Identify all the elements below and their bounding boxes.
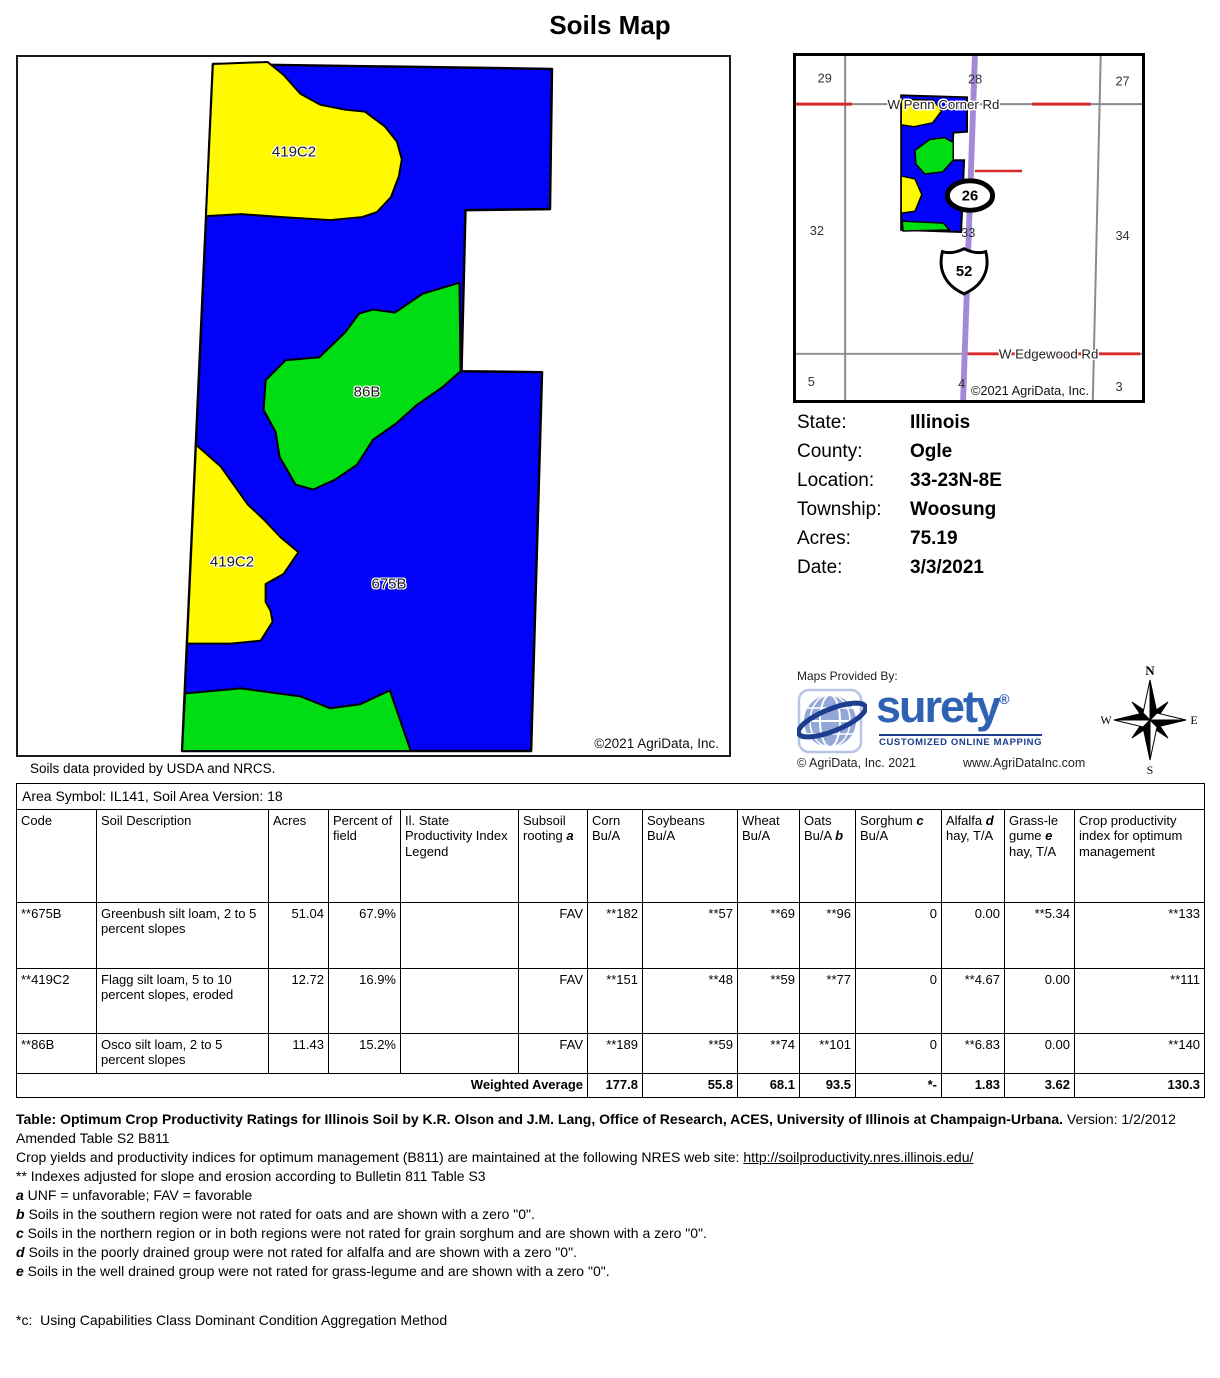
info-row-location	[797, 470, 1157, 492]
cell-description: Flagg silt loam, 5 to 10 percent slopes, eroded	[97, 969, 269, 1034]
soils-map	[16, 55, 731, 757]
cell-wheat: **74	[738, 1034, 800, 1074]
weighted-average-label: Weighted Average	[17, 1074, 588, 1098]
wa-wheat: 68.1	[738, 1074, 800, 1098]
col-header-subsoil: Subsoil rooting a	[519, 810, 588, 903]
soils-map-canvas	[18, 57, 729, 755]
compass-north-label: N	[1145, 664, 1155, 678]
cell-wheat: **69	[738, 903, 800, 969]
cell-grass: 0.00	[1005, 1034, 1075, 1074]
info-row-township	[797, 499, 1157, 521]
footnote-e: e Soils in the well drained group were not rated for grass-legume and are shown with a zero "0".	[16, 1263, 610, 1279]
cell-crop-index: **133	[1075, 903, 1205, 969]
cell-corn: **189	[588, 1034, 643, 1074]
wa-alfalfa: 1.83	[942, 1074, 1005, 1098]
col-header-soybeans: Soybeans Bu/A	[643, 810, 738, 903]
locator-copyright: ©2021 AgriData, Inc.	[970, 383, 1089, 399]
col-header-oats: Oats Bu/A b	[800, 810, 856, 903]
col-header-corn: Corn Bu/A	[588, 810, 643, 903]
legend-color-419c2	[401, 969, 519, 1034]
township-value: Woosung	[910, 499, 997, 520]
cell-acres: 11.43	[269, 1034, 329, 1074]
date-value: 3/3/2021	[910, 557, 984, 578]
section-number-32: 32	[809, 222, 824, 238]
compass-rose-icon	[1100, 664, 1200, 785]
page-title: Soils Map	[549, 10, 671, 40]
col-header-soil-description: Soil Description	[97, 810, 269, 903]
col-header-sorghum: Sorghum c Bu/A	[856, 810, 942, 903]
footnote-table-source: Table: Optimum Crop Productivity Ratings for Illinois Soil by K.R. Olson and J.M. Lang, Office of Research, ACES, University of Illinois at Champaign-Urbana. Version: 1/2/2012 Amended Table S2 B811	[16, 1111, 1176, 1146]
info-row-county	[797, 441, 1157, 463]
soil-label-675b: 675B	[371, 575, 407, 593]
location-label: Location:	[797, 470, 875, 491]
locator-parcel-green-bottom	[902, 221, 949, 231]
cell-sorghum: 0	[856, 903, 942, 969]
wa-grass: 3.62	[1005, 1074, 1075, 1098]
weighted-average-row	[17, 1074, 1205, 1098]
township-label: Township:	[797, 499, 882, 520]
info-row-date	[797, 557, 1157, 579]
cell-sorghum: 0	[856, 969, 942, 1034]
cell-alfalfa: 0.00	[942, 903, 1005, 969]
cell-wheat: **59	[738, 969, 800, 1034]
provider-website: www.AgriDataInc.com	[963, 756, 1086, 770]
compass-east-label: E	[1190, 713, 1198, 727]
col-header-wheat: Wheat Bu/A	[738, 810, 800, 903]
state-value: Illinois	[910, 412, 971, 433]
table-row-86b	[17, 1034, 1205, 1074]
cell-corn: **151	[588, 969, 643, 1034]
maps-provided-by-label: Maps Provided By:	[797, 669, 898, 683]
cell-percent: 15.2%	[329, 1034, 401, 1074]
footnote-b: b Soils in the southern region were not rated for oats and are shown with a zero "0".	[16, 1206, 535, 1222]
soil-label-419c2-upper: 419C2	[271, 143, 317, 161]
surety-globe-icon	[797, 688, 867, 754]
county-label: County:	[797, 441, 863, 462]
cell-soybeans: **57	[643, 903, 738, 969]
footnote-indexes: ** Indexes adjusted for slope and erosion according to Bulletin 811 Table S3	[16, 1168, 486, 1184]
surety-logo	[876, 681, 1043, 748]
cell-acres: 12.72	[269, 969, 329, 1034]
locator-map	[793, 53, 1145, 403]
location-value: 33-23N-8E	[910, 470, 1002, 491]
soil-productivity-table	[16, 783, 1205, 1098]
footnotes	[16, 1110, 1208, 1281]
col-header-grass-legume: Grass-le gume e hay, T/A	[1005, 810, 1075, 903]
wa-crop-index: 130.3	[1075, 1074, 1205, 1098]
cell-crop-index: **111	[1075, 969, 1205, 1034]
surety-tagline: CUSTOMIZED ONLINE MAPPING	[879, 734, 1042, 748]
col-header-percent: Percent of field	[329, 810, 401, 903]
cell-subsoil: FAV	[519, 1034, 588, 1074]
col-header-code: Code	[17, 810, 97, 903]
soils-data-attribution: Soils data provided by USDA and NRCS.	[30, 761, 276, 776]
info-row-state	[797, 412, 1157, 434]
cell-grass: **5.34	[1005, 903, 1075, 969]
section-number-4: 4	[958, 376, 966, 392]
soil-label-419c2-lower: 419C2	[209, 553, 255, 571]
cell-crop-index: **140	[1075, 1034, 1205, 1074]
area-symbol: Area Symbol: IL141, Soil Area Version: 18	[17, 784, 1205, 810]
wa-corn: 177.8	[588, 1074, 643, 1098]
cell-corn: **182	[588, 903, 643, 969]
cell-alfalfa: **6.83	[942, 1034, 1005, 1074]
registered-mark: ®	[999, 691, 1010, 707]
legend-color-675b	[401, 903, 519, 969]
col-header-alfalfa: Alfalfa d hay, T/A	[942, 810, 1005, 903]
legend-color-86b	[401, 1034, 519, 1074]
section-number-28: 28	[968, 71, 983, 87]
footnote-nres: Crop yields and productivity indices for optimum management (B811) are maintained at the following NRES web site: http://soilproductivity.nres.illinois.edu/	[16, 1149, 974, 1165]
us-52-number: 52	[955, 264, 973, 281]
wa-sorghum: *-	[856, 1074, 942, 1098]
soil-region-green-bottom	[182, 688, 411, 751]
cell-alfalfa: **4.67	[942, 969, 1005, 1034]
section-number-34: 34	[1115, 227, 1130, 243]
col-header-legend: Il. State Productivity Index Legend	[401, 810, 519, 903]
acres-value: 75.19	[910, 528, 958, 549]
aggregation-method-note: *c: Using Capabilities Class Dominant Condition Aggregation Method	[16, 1312, 448, 1328]
section-number-29: 29	[817, 70, 832, 86]
cell-grass: 0.00	[1005, 969, 1075, 1034]
route-26-number: 26	[961, 188, 979, 205]
cell-soybeans: **48	[643, 969, 738, 1034]
cell-code: **675B	[17, 903, 97, 969]
nres-link[interactable]: http://soilproductivity.nres.illinois.edu/	[743, 1149, 974, 1165]
surety-brand-text: surety	[876, 681, 1000, 732]
soil-label-86b: 86B	[353, 383, 381, 401]
cell-oats: **96	[800, 903, 856, 969]
table-row-675b	[17, 903, 1205, 969]
cell-code: **419C2	[17, 969, 97, 1034]
cell-subsoil: FAV	[519, 969, 588, 1034]
county-value: Ogle	[910, 441, 953, 462]
state-label: State:	[797, 412, 847, 433]
compass-west-label: W	[1100, 713, 1112, 727]
footnote-c: c Soils in the northern region or in both regions were not rated for grain sorghum and are shown with a zero "0".	[16, 1225, 707, 1241]
col-header-crop-index: Crop productivity index for optimum management	[1075, 810, 1205, 903]
cell-percent: 16.9%	[329, 969, 401, 1034]
map-copyright: ©2021 AgriData, Inc.	[594, 736, 719, 751]
info-row-acres	[797, 528, 1157, 550]
section-number-27: 27	[1115, 73, 1130, 89]
edgewood-road-label: W Edgewood Rd	[998, 346, 1099, 362]
footnote-d: d Soils in the poorly drained group were not rated for alfalfa and are shown with a zero "0".	[16, 1244, 577, 1260]
cell-description: Osco silt loam, 2 to 5 percent slopes	[97, 1034, 269, 1074]
wa-oats: 93.5	[800, 1074, 856, 1098]
compass-south-label: S	[1146, 763, 1154, 777]
cell-oats: **101	[800, 1034, 856, 1074]
provider-copyright: © AgriData, Inc. 2021	[797, 756, 917, 770]
section-number-3: 3	[1115, 379, 1123, 395]
locator-canvas	[796, 56, 1142, 400]
cell-oats: **77	[800, 969, 856, 1034]
footnote-a: a UNF = unfavorable; FAV = favorable	[16, 1187, 253, 1203]
table-row-419c2	[17, 969, 1205, 1034]
penn-corner-road-label: W Penn Corner Rd	[887, 97, 1000, 113]
col-header-acres: Acres	[269, 810, 329, 903]
wa-soybeans: 55.8	[643, 1074, 738, 1098]
cell-sorghum: 0	[856, 1034, 942, 1074]
cell-acres: 51.04	[269, 903, 329, 969]
date-label: Date:	[797, 557, 843, 578]
section-number-5: 5	[807, 374, 815, 390]
section-number-33: 33	[961, 224, 976, 240]
cell-description: Greenbush silt loam, 2 to 5 percent slopes	[97, 903, 269, 969]
cell-soybeans: **59	[643, 1034, 738, 1074]
cell-percent: 67.9%	[329, 903, 401, 969]
cell-subsoil: FAV	[519, 903, 588, 969]
acres-label: Acres:	[797, 528, 851, 549]
cell-code: **86B	[17, 1034, 97, 1074]
